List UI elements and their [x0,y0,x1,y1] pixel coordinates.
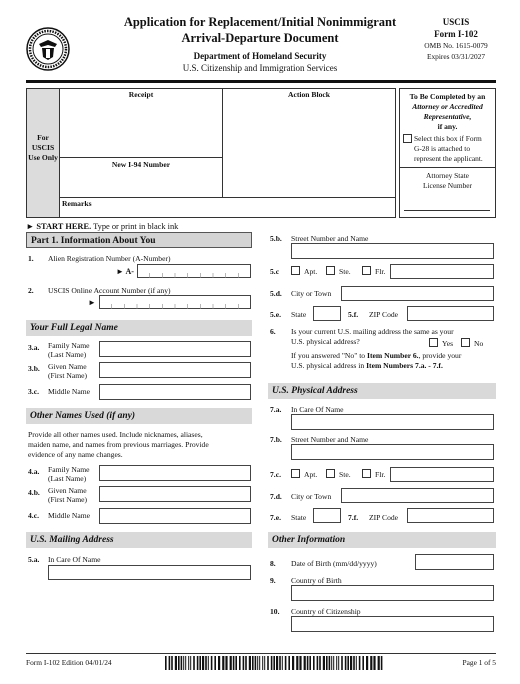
mailing-heading [26,532,252,548]
omb-number: OMB No. 1615-0079 [424,41,488,50]
other-middle-name-field[interactable] [99,508,251,524]
expiration-date: Expires 03/31/2027 [426,52,486,61]
start-here [26,222,178,231]
q6-yes-checkbox[interactable] [429,338,438,347]
dhs-seal-icon [26,27,70,71]
q5a-number: 5.a. [28,555,40,564]
q3b-label-2: (First Name) [48,371,88,380]
mailing-unit-field[interactable] [390,264,494,279]
country-of-birth-field[interactable] [291,585,494,601]
mailing-street-field[interactable] [291,243,494,259]
q1-number: 1. [28,254,34,263]
other-names-title: Other Names Used (if any) [30,411,136,421]
mailing-title: U.S. Mailing Address [30,535,114,545]
a-number-cells [137,264,251,278]
q7f-label: ZIP Code [369,513,399,522]
remarks-label: Remarks [62,199,92,208]
q4b-label-1: Given Name [48,486,87,495]
physical-ste-label: Ste. [339,470,351,479]
q6-note-line-1 [291,351,461,360]
q7b-number: 7.b. [270,435,282,444]
q9-number: 9. [270,576,276,585]
part1-title: Part 1. Information About You [31,236,156,246]
uscis-use-only-label [27,133,59,163]
office-box-mid-divider [222,89,223,197]
q6-note-e: Item Numbers 7.a. - 7.f. [366,361,443,370]
q3b-label-1: Given Name [48,362,87,371]
q2-label: USCIS Online Account Number (if any) [48,286,171,295]
g28-checkbox[interactable] [403,134,412,143]
license-number-label: License Number [422,181,473,190]
q4a-label-2: (Last Name) [48,474,87,483]
physical-apt-checkbox[interactable] [291,469,300,478]
q5f-number: 5.f. [348,310,359,319]
q4c-label: Middle Name [48,511,90,520]
q2-prefix: ► [88,298,96,307]
q8-number: 8. [270,559,276,568]
mailing-flr-checkbox[interactable] [362,266,371,275]
agency-name: U.S. Citizenship and Immigration Services [182,63,338,73]
form-title-line1: Application for Replacement/Initial Nonimmigrant [123,15,397,29]
physical-zip-field[interactable] [407,508,494,523]
g28-text-3: represent the applicant. [414,154,483,163]
physical-state-field[interactable] [313,508,341,523]
q3b-number: 3.b. [28,364,40,373]
legal-name-heading [26,320,252,336]
q7e-number: 7.e. [270,513,281,522]
q5b-label: Street Number and Name [291,234,369,243]
q6-note-line-2 [291,361,443,370]
q9-label: Country of Birth [291,576,342,585]
physical-flr-checkbox[interactable] [362,469,371,478]
mailing-state-field[interactable] [313,306,341,321]
legal-name-title: Your Full Legal Name [30,323,118,333]
q3c-number: 3.c. [28,387,39,396]
action-block-label: Action Block [288,90,330,99]
q6-yes-label: Yes [442,339,454,348]
attorney-heading-1: To Be Completed by an [409,92,486,101]
mailing-ste-label: Ste. [339,267,351,276]
attorney-box-divider [400,167,495,168]
uscis-label: USCIS [442,17,470,27]
q6-note-a: If you answered "No" to [291,351,368,360]
q6-no-checkbox[interactable] [461,338,470,347]
new-i94-label: New I-94 Number [111,160,171,169]
q6-note-c: , provide your [418,351,462,360]
q5e-number: 5.e. [270,310,281,319]
q10-number: 10. [270,607,280,616]
q5f-label: ZIP Code [369,310,399,319]
q6-label-1: Is your current U.S. mailing address the same as your [291,327,454,336]
mailing-flr-label: Flr. [375,267,386,276]
mailing-city-field[interactable] [341,286,494,301]
q5d-number: 5.d. [270,289,282,298]
other-info-heading [268,532,496,548]
q5b-number: 5.b. [270,234,282,243]
q3a-number: 3.a. [28,343,40,352]
form-number: Form I-102 [434,29,478,39]
q4b-label-2: (First Name) [48,495,88,504]
mailing-apt-label: Apt. [304,267,318,276]
mailing-zip-field[interactable] [407,306,494,321]
q1-prefix: ► A- [116,267,134,276]
other-given-name-field[interactable] [99,486,251,502]
q4a-label-1: Family Name [48,465,90,474]
department-name: Department of Homeland Security [193,51,327,61]
q2-number: 2. [28,286,34,295]
footer-rule [26,653,496,654]
q4a-number: 4.a. [28,467,40,476]
office-box-remarks-divider [59,197,396,198]
other-family-name-field[interactable] [99,465,251,481]
given-name-field[interactable] [99,362,251,378]
receipt-label: Receipt [128,90,154,99]
q6-number: 6. [270,327,276,336]
online-account-cells [99,295,251,309]
uscis-use-only-text: For USCIS Use Only [28,133,58,162]
q7d-label: City or Town [291,492,332,501]
q3a-label-2: (Last Name) [48,350,87,359]
barcode [165,656,383,670]
physical-ste-checkbox[interactable] [326,469,335,478]
q7e-label: State [291,513,307,522]
q7a-label: In Care Of Name [291,405,344,414]
form-edition: Form I-102 Edition 04/01/24 [26,658,112,667]
q6-note-b: Item Number 6. [367,351,419,360]
q1-label: Alien Registration Number (A-Number) [48,254,171,263]
attorney-state-label: Attorney State [426,171,469,180]
q10-label: Country of Citizenship [291,607,361,616]
attorney-heading-4: if any. [437,122,458,131]
page-number: Page 1 of 5 [462,658,496,667]
g28-text-2: G-28 is attached to [414,144,471,153]
physical-unit-field[interactable] [390,467,494,482]
attorney-heading-2: Attorney or Accredited [412,102,483,111]
q8-label: Date of Birth (mm/dd/yyyy) [291,559,377,568]
other-names-intro-1: Provide all other names used. Include nicknames, aliases, [28,430,203,439]
part1-heading [26,232,252,248]
license-number-field[interactable] [404,210,490,211]
q6-note-d: U.S. physical address in [291,361,367,370]
form-title-line2: Arrival-Departure Document [181,31,339,45]
family-name-field[interactable] [99,341,251,357]
q7d-number: 7.d. [270,492,282,501]
q5a-label: In Care Of Name [48,555,101,564]
physical-flr-label: Flr. [375,470,386,479]
q7b-label: Street Number and Name [291,435,369,444]
q6-label-2: U.S. physical address? [291,337,360,346]
q7f-number: 7.f. [348,513,359,522]
q3a-label-1: Family Name [48,341,90,350]
q5e-label: State [291,310,307,319]
q3c-label: Middle Name [48,387,90,396]
other-names-heading [26,408,252,424]
q7a-number: 7.a. [270,405,282,414]
q4c-number: 4.c. [28,511,39,520]
physical-title: U.S. Physical Address [272,386,358,396]
mailing-care-of-field[interactable] [48,565,251,580]
physical-care-of-field[interactable] [291,414,494,430]
office-box-i94-divider [59,157,223,158]
q4b-number: 4.b. [28,488,40,497]
middle-name-field[interactable] [99,384,251,400]
start-here-label: ► START HERE. [26,222,92,231]
attorney-heading-3: Representative, [423,112,472,121]
other-names-intro-2: maiden name, and names from previous marriages. Provide [28,440,209,449]
g28-text-1: Select this box if Form [414,134,482,143]
physical-street-field[interactable] [291,444,494,460]
physical-apt-label: Apt. [304,470,318,479]
other-names-intro-3: evidence of any name changes. [28,450,123,459]
q7c-number: 7.c. [270,470,281,479]
start-here-text: Type or print in black ink [93,222,179,231]
physical-city-field[interactable] [341,488,494,503]
other-info-title: Other Information [272,535,346,545]
physical-heading [268,383,496,399]
mailing-apt-checkbox[interactable] [291,266,300,275]
header-rule [26,80,496,83]
q5c-number: 5.c [270,267,280,276]
mailing-ste-checkbox[interactable] [326,266,335,275]
q6-no-label: No [474,339,484,348]
date-of-birth-field[interactable] [415,554,494,570]
country-of-citizenship-field[interactable] [291,616,494,632]
q5d-label: City or Town [291,289,332,298]
